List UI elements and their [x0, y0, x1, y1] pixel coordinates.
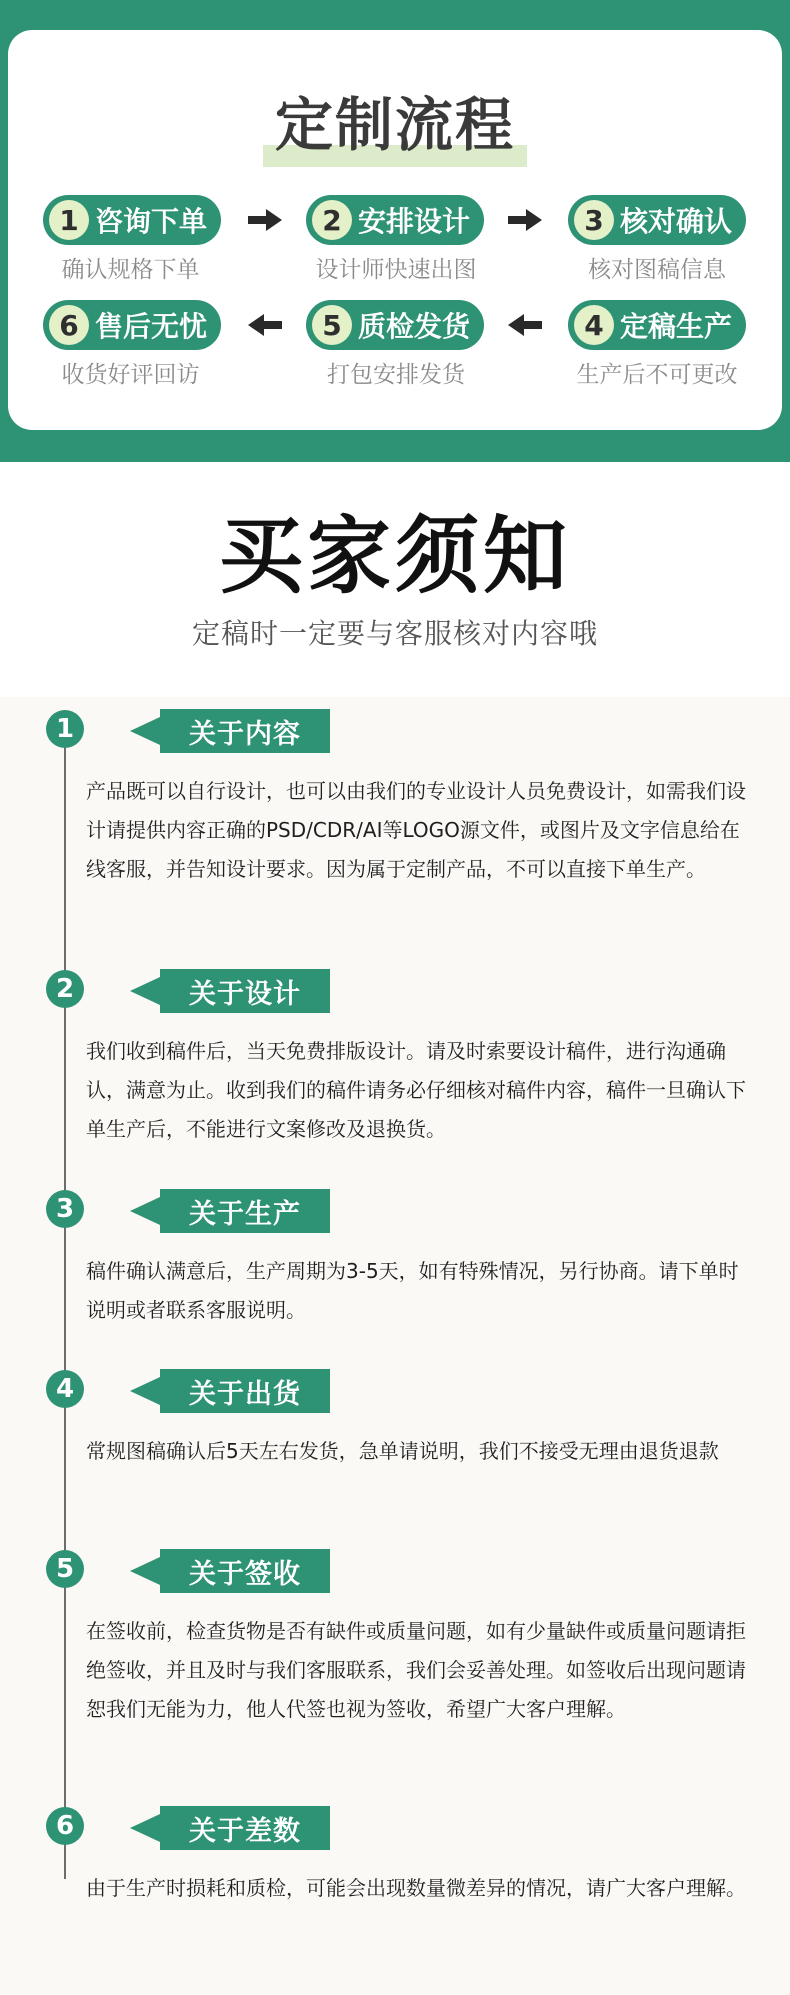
step-pill — [306, 195, 484, 245]
item-title-tag — [130, 1806, 330, 1850]
arrow-right-icon — [248, 207, 282, 233]
item-title-tag — [130, 1189, 330, 1233]
item-title: 关于内容 — [189, 718, 301, 750]
notice-subtitle: 定稿时一定要与客服核对内容哦 — [191, 617, 598, 650]
item-text: 产品既可以自行设计，也可以由我们的专业设计人员免费设计，如需我们设计请提供内容正确的PSD/CDR/AI等LOGO源文件，或图片及文字信息给在线客服，并告知设计要求。因为属于定制产品，不可以直接下单生产。 — [86, 779, 746, 881]
item-title-tag — [130, 709, 330, 753]
item-text: 在签收前，检查货物是否有缺件或质量问题，如有少量缺件或质量问题请拒绝签收，并且及时与我们客服联系，我们会妥善处理。如签收后出现问题请恕我们无能为力，他人代签也视为签收，希望广大客户理解。 — [86, 1619, 746, 1721]
item-number: 6 — [46, 1807, 84, 1845]
step-subtitle: 收货好评回访 — [61, 362, 200, 388]
process-title-wrap — [8, 80, 782, 170]
step-number: 5 — [312, 305, 352, 345]
step-pill — [568, 300, 746, 350]
item-title-tag — [130, 1369, 330, 1413]
arrow-right-icon — [508, 207, 542, 233]
process-step-1 — [43, 195, 283, 285]
step-pill — [43, 300, 221, 350]
item-number: 4 — [46, 1370, 84, 1408]
item-number: 3 — [46, 1190, 84, 1228]
timeline-line — [64, 729, 66, 1879]
step-label: 质检发货 — [358, 310, 471, 343]
step-subtitle: 生产后不可更改 — [576, 362, 738, 388]
step-label: 核对确认 — [620, 205, 733, 238]
step-pill — [568, 195, 746, 245]
item-title: 关于出货 — [189, 1378, 301, 1410]
step-label: 咨询下单 — [95, 205, 208, 238]
step-number: 2 — [312, 200, 352, 240]
item-title: 关于设计 — [189, 978, 301, 1010]
step-subtitle: 确认规格下单 — [61, 257, 200, 283]
process-title: 定制流程 — [274, 91, 515, 159]
step-number: 3 — [574, 200, 614, 240]
process-section — [0, 0, 790, 462]
item-title-tag — [130, 969, 330, 1013]
item-title: 关于生产 — [189, 1198, 301, 1230]
step-subtitle: 设计师快速出图 — [315, 257, 477, 283]
item-title: 关于签收 — [189, 1558, 301, 1590]
step-subtitle: 打包安排发货 — [327, 362, 465, 388]
item-text: 稿件确认满意后，生产周期为3-5天，如有特殊情况，另行协商。请下单时说明或者联系客服说明。 — [86, 1259, 739, 1322]
item-number: 1 — [46, 710, 84, 748]
item-text: 由于生产时损耗和质检，可能会出现数量微差异的情况，请广大客户理解。 — [86, 1876, 746, 1900]
item-text: 我们收到稿件后，当天免费排版设计。请及时索要设计稿件，进行沟通确认，满意为止。收到我们的稿件请务必仔细核对稿件内容，稿件一旦确认下单生产后，不能进行文案修改及退换货。 — [86, 1039, 746, 1141]
item-title: 关于差数 — [189, 1815, 301, 1847]
step-label: 售后无忧 — [95, 310, 208, 343]
step-label: 安排设计 — [358, 205, 471, 238]
item-title-tag — [130, 1549, 330, 1593]
step-label: 定稿生产 — [620, 310, 733, 343]
step-subtitle: 核对图稿信息 — [588, 257, 726, 283]
item-number: 5 — [46, 1550, 84, 1588]
arrow-left-icon — [248, 312, 282, 338]
process-step-3 — [568, 195, 790, 285]
notice-list — [0, 697, 790, 1995]
item-text: 常规图稿确认后5天左右发货，急单请说明，我们不接受无理由退货退款 — [86, 1439, 719, 1463]
step-pill — [43, 195, 221, 245]
step-number: 6 — [49, 305, 89, 345]
item-number: 2 — [46, 970, 84, 1008]
notice-header — [0, 462, 790, 697]
process-step-4 — [568, 300, 790, 390]
notice-title: 买家须知 — [218, 507, 571, 605]
process-step-6 — [43, 300, 283, 390]
step-number: 1 — [49, 200, 89, 240]
process-card — [8, 30, 782, 430]
step-pill — [306, 300, 484, 350]
arrow-left-icon — [508, 312, 542, 338]
step-number: 4 — [574, 305, 614, 345]
